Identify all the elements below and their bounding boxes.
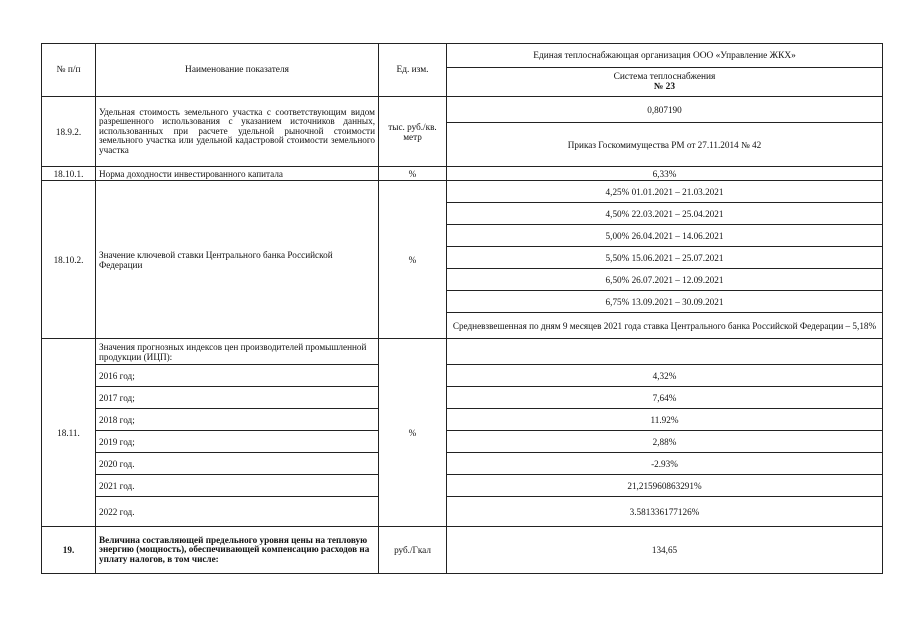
col-unit-header: Ед. изм. [379, 44, 447, 97]
rate-period: 6,75% 13.09.2021 – 30.09.2021 [447, 291, 883, 313]
row-number: 18.10.1. [42, 167, 96, 181]
year-value: 4,32% [447, 365, 883, 387]
org-header: Единая теплоснабжающая организация ООО «Управление ЖКХ» [447, 44, 883, 68]
row-18-9-2 [42, 97, 883, 123]
row-name: Значение ключевой ставки Центрального банка Российской Федерации [96, 181, 379, 339]
row-name: Величина составляющей предельного уровня цены на тепловую энергию (мощность), обеспечивающей компенсацию расходов на уплату налогов, в том числе: [96, 527, 379, 574]
rate-period: 5,00% 26.04.2021 – 14.06.2021 [447, 225, 883, 247]
row-number: 18.11. [42, 339, 96, 527]
system-label: Система теплоснабжения [613, 72, 716, 82]
system-number: № 23 [653, 82, 676, 92]
row-unit: % [379, 339, 447, 527]
year-value: -2.93% [447, 453, 883, 475]
indicators-table [41, 43, 883, 574]
year-label: 2016 год; [96, 365, 379, 387]
system-header [447, 68, 883, 97]
row-name: Значения прогнозных индексов цен производителей промышленной продукции (ИЦП): [96, 339, 379, 365]
col-num-header: № п/п [42, 44, 96, 97]
year-label: 2018 год; [96, 409, 379, 431]
year-label: 2022 год. [96, 497, 379, 527]
row-18-10-2 [42, 181, 883, 203]
row-unit: % [379, 181, 447, 339]
row-value-empty [447, 339, 883, 365]
year-value: 2,88% [447, 431, 883, 453]
row-18-10-1 [42, 167, 883, 181]
year-value: 11.92% [447, 409, 883, 431]
rate-period: 5,50% 15.06.2021 – 25.07.2021 [447, 247, 883, 269]
row-18-11 [42, 339, 883, 365]
row-number: 19. [42, 527, 96, 574]
year-value: 7,64% [447, 387, 883, 409]
year-value: 21,215960863291% [447, 475, 883, 497]
row-number: 18.10.2. [42, 181, 96, 339]
row-value: 6,33% [447, 167, 883, 181]
header-row [42, 44, 883, 68]
tariff-table-page [41, 43, 882, 574]
year-label: 2019 год; [96, 431, 379, 453]
rate-period: 4,25% 01.01.2021 – 21.03.2021 [447, 181, 883, 203]
row-unit: % [379, 167, 447, 181]
row-19 [42, 527, 883, 574]
year-label: 2021 год. [96, 475, 379, 497]
row-name: Удельная стоимость земельного участка с соответствующим видом разрешенного использования с указанием источников данных, использованных при расчете удельной рыночной стоимости земельного участка или удельной кадастровой стоимости земельного участка [96, 97, 379, 167]
weighted-rate: Средневзвешенная по дням 9 месяцев 2021 года ставка Центрального банка Российской Федерации – 5,18% [447, 313, 883, 339]
rate-period: 4,50% 22.03.2021 – 25.04.2021 [447, 203, 883, 225]
row-number: 18.9.2. [42, 97, 96, 167]
row-value: 0,807190 [447, 97, 883, 123]
row-name: Норма доходности инвестированного капитала [96, 167, 379, 181]
row-value: 134,65 [447, 527, 883, 574]
rate-period: 6,50% 26.07.2021 – 12.09.2021 [447, 269, 883, 291]
row-source: Приказ Госкомимущества РМ от 27.11.2014 № 42 [447, 123, 883, 167]
row-unit: руб./Гкал [379, 527, 447, 574]
year-label: 2020 год. [96, 453, 379, 475]
row-unit: тыс. руб./кв. метр [379, 97, 447, 167]
col-name-header: Наименование показателя [96, 44, 379, 97]
year-label: 2017 год; [96, 387, 379, 409]
year-value: 3.581336177126% [447, 497, 883, 527]
